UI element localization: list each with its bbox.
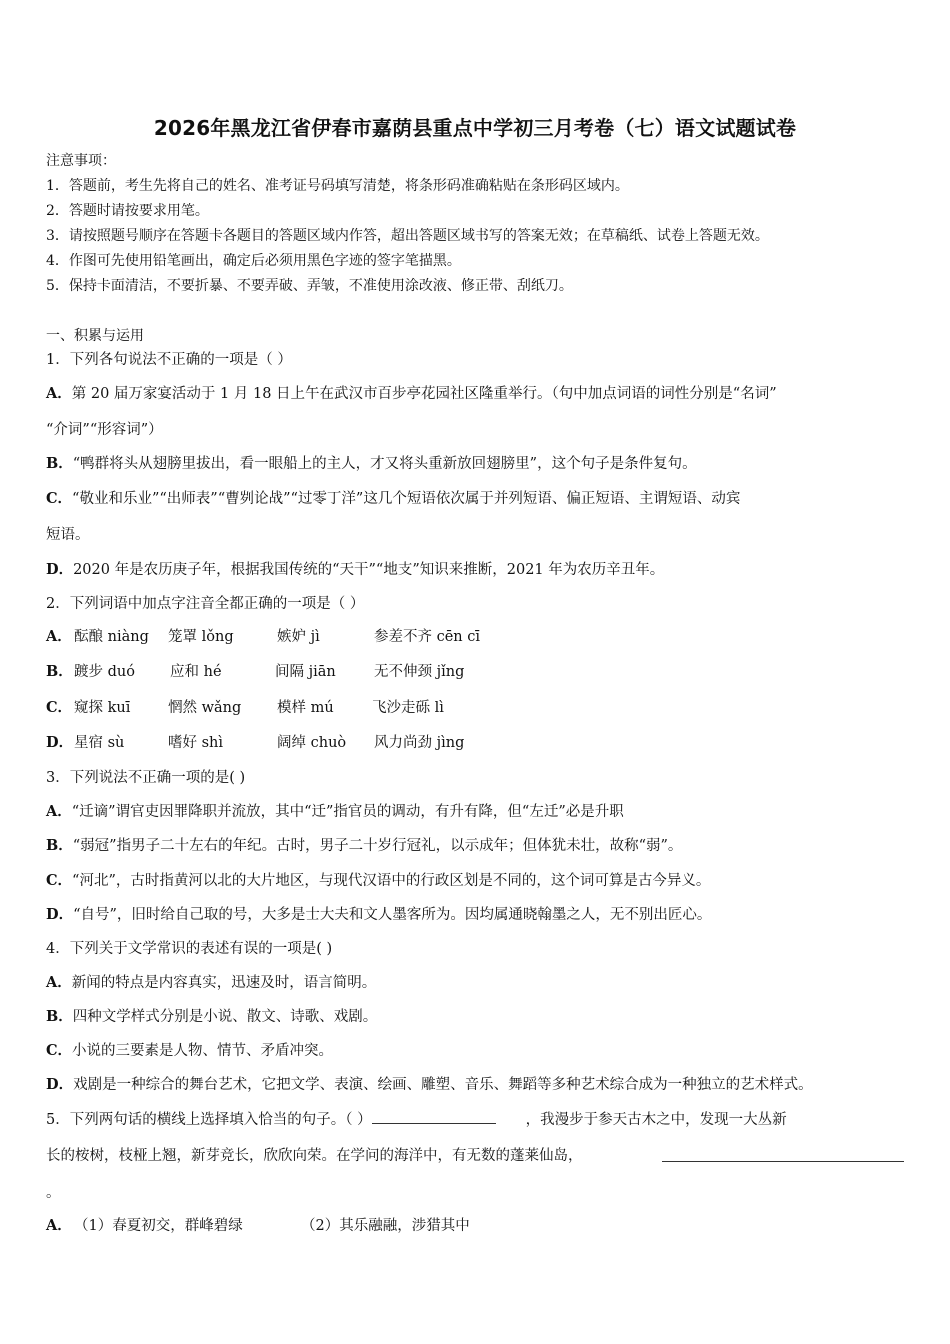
q5-line-2 [46,1146,583,1166]
page-title: 2026年黑龙江省伊春市嘉荫县重点中学初三月考卷（七）语文试题试卷 [153,116,797,140]
q5-a-part-2: （2）其乐融融，涉猎其中 [301,1218,470,1234]
q4-stem: 4．下列关于文学常识的表述有误的一项是( ) [46,941,333,957]
q5-stem: 5．下列两句话的横线上选择填入恰当的句子。（ ） [46,1112,372,1128]
option-text: “敬业和乐业”“出师表”“曹刿论战”“过零丁洋”这几个短语依次属于并列短语、偏正短语、主谓短语、动宾 [72,491,741,507]
option-letter: C． [46,872,73,889]
q2-a-word-2: 笼罩 lǒng [168,629,234,645]
q4-option-a [46,973,376,993]
q1-option-c [46,489,740,509]
option-text: “河北”，古时指黄河以北的大片地区，与现代汉语中的行政区划是不同的，这个词可算是古今异义。 [72,873,711,889]
q2-d-word-1: 星宿 sù [74,735,125,751]
q4-option-b [46,1007,377,1027]
option-letter: D． [46,561,74,578]
notice-item-2: 2．答题时请按要求用笔。 [46,203,209,219]
q2-label-b: B． [46,663,73,680]
q3-option-c [46,871,710,891]
option-letter: A． [46,385,72,402]
section-heading: 一、积累与运用 [46,328,144,344]
notice-item-4: 4．作图可先使用铅笔画出，确定后必须用黑色字迹的签字笔描黑。 [46,253,461,269]
q5-end-mark: 。 [46,1185,61,1201]
q2-a-word-3: 嫉妒 jì [277,629,320,645]
notice-heading: 注意事项： [46,153,116,169]
q2-b-word-1: 踱步 duó [74,664,135,680]
option-letter: B． [46,1008,73,1025]
q5-line2-text: 长的桉树，枝桠上翘，新芽竞长，欣欣向荣。在学问的海洋中，有无数的蓬莱仙岛， [46,1148,583,1164]
q2-b-word-3: 间隔 jiān [275,664,336,680]
notice-item-5: 5．保持卡面清洁，不要折暴、不要弄破、弄皱，不准使用涂改液、修正带、刮纸刀。 [46,278,573,294]
notice-item-1: 1．答题前，考生先将自己的姓名、准考证号码填写清楚，将条形码准确粘贴在条形码区域内。 [46,178,629,194]
q1-option-a-cont: “介词”“形容词”） [46,422,163,438]
option-letter: A． [46,974,72,991]
option-letter: C． [46,490,73,507]
option-letter: B． [46,455,73,472]
q2-c-word-4: 飞沙走砾 lì [372,700,444,716]
q2-c-word-3: 模样 mú [277,700,334,716]
q3-option-a [46,802,624,822]
q1-option-c-cont: 短语。 [46,527,90,543]
option-letter: C． [46,1042,73,1059]
option-text: 新闻的特点是内容真实，迅速及时，语言简明。 [71,975,377,991]
option-text: “迁谪”谓官吏因罪降职并流放，其中“迁”指官员的调动，有升有降，但“左迁”必是升职 [71,804,624,820]
q3-option-b [46,836,682,856]
option-letter: D． [46,906,74,923]
q3-stem: 3．下列说法不正确一项的是( ) [46,770,246,786]
notice-item-3: 3．请按照题号顺序在答题卡各题目的答题区域内作答，超出答题区域书写的答案无效；在草稿纸、试卷上答题无效。 [46,228,769,244]
q4-option-d [46,1075,813,1095]
option-text: 小说的三要素是人物、情节、矛盾冲突。 [72,1043,334,1059]
q2-c-word-1: 窥探 kuī [74,700,131,716]
q2-d-word-4: 风力尚劲 jìng [374,735,465,751]
q1-option-d [46,560,664,580]
option-text: 2020 年是农历庚子年，根据我国传统的“天干”“地支”知识来推断，2021 年为农历辛丑年。 [73,562,665,578]
q2-b-word-4: 无不伸颈 jǐng [374,664,465,680]
q2-d-word-3: 阔绰 chuò [277,735,347,751]
q1-option-a [46,384,777,404]
q2-label-c: C． [46,699,73,716]
q2-stem: 2．下列词语中加点字注音全都正确的一项是（ ） [46,596,365,612]
q2-label-d: D． [46,734,74,751]
q2-c-word-2: 惘然 wǎng [168,700,242,716]
option-text: 四种文学样式分别是小说、散文、诗歌、戏剧。 [72,1009,378,1025]
q5-blank-1[interactable] [372,1109,496,1124]
option-text: 戏剧是一种综合的舞台艺术，它把文学、表演、绘画、雕塑、音乐、舞蹈等多种艺术综合成为一种独立的艺术样式。 [73,1077,813,1093]
q2-b-word-2: 应和 hé [170,664,222,680]
q5-stem-line [46,1109,787,1130]
q2-a-word-4: 参差不齐 cēn cī [374,629,481,645]
option-letter: B． [46,837,73,854]
q5-a-part-1: （1）春夏初交，群峰碧绿 [74,1218,243,1234]
q2-d-word-2: 嗜好 shì [168,735,224,751]
option-letter: D． [46,1076,74,1093]
q5-after-blank: ，我漫步于参天古木之中，发现一大丛新 [525,1112,787,1128]
option-text: “自号”，旧时给自己取的号，大多是士大夫和文人墨客所为。因均属通晓翰墨之人，无不别出匠心。 [73,907,712,923]
q1-option-b [46,454,697,474]
option-text: “鸭群将头从翅膀里拔出，看一眼船上的主人，才又将头重新放回翅膀里”，这个句子是条件复句。 [72,456,697,472]
q1-stem: 1．下列各句说法不正确的一项是（ ） [46,352,292,368]
q5-blank-2[interactable] [662,1161,904,1162]
option-text: “弱冠”指男子二十左右的年纪。古时，男子二十岁行冠礼，以示成年；但体犹未壮，故称“弱”。 [72,838,683,854]
q5-label-a: A． [46,1217,72,1234]
q3-option-d [46,905,711,925]
q4-option-c [46,1041,333,1061]
option-letter: A． [46,803,72,820]
q2-label-a: A． [46,628,72,645]
option-text: 第 20 届万家宴活动于 1 月 18 日上午在武汉市百步亭花园社区隆重举行。（句中加点词语的词性分别是“名词” [71,386,777,402]
q2-a-word-1: 酝酿 niàng [74,629,149,645]
